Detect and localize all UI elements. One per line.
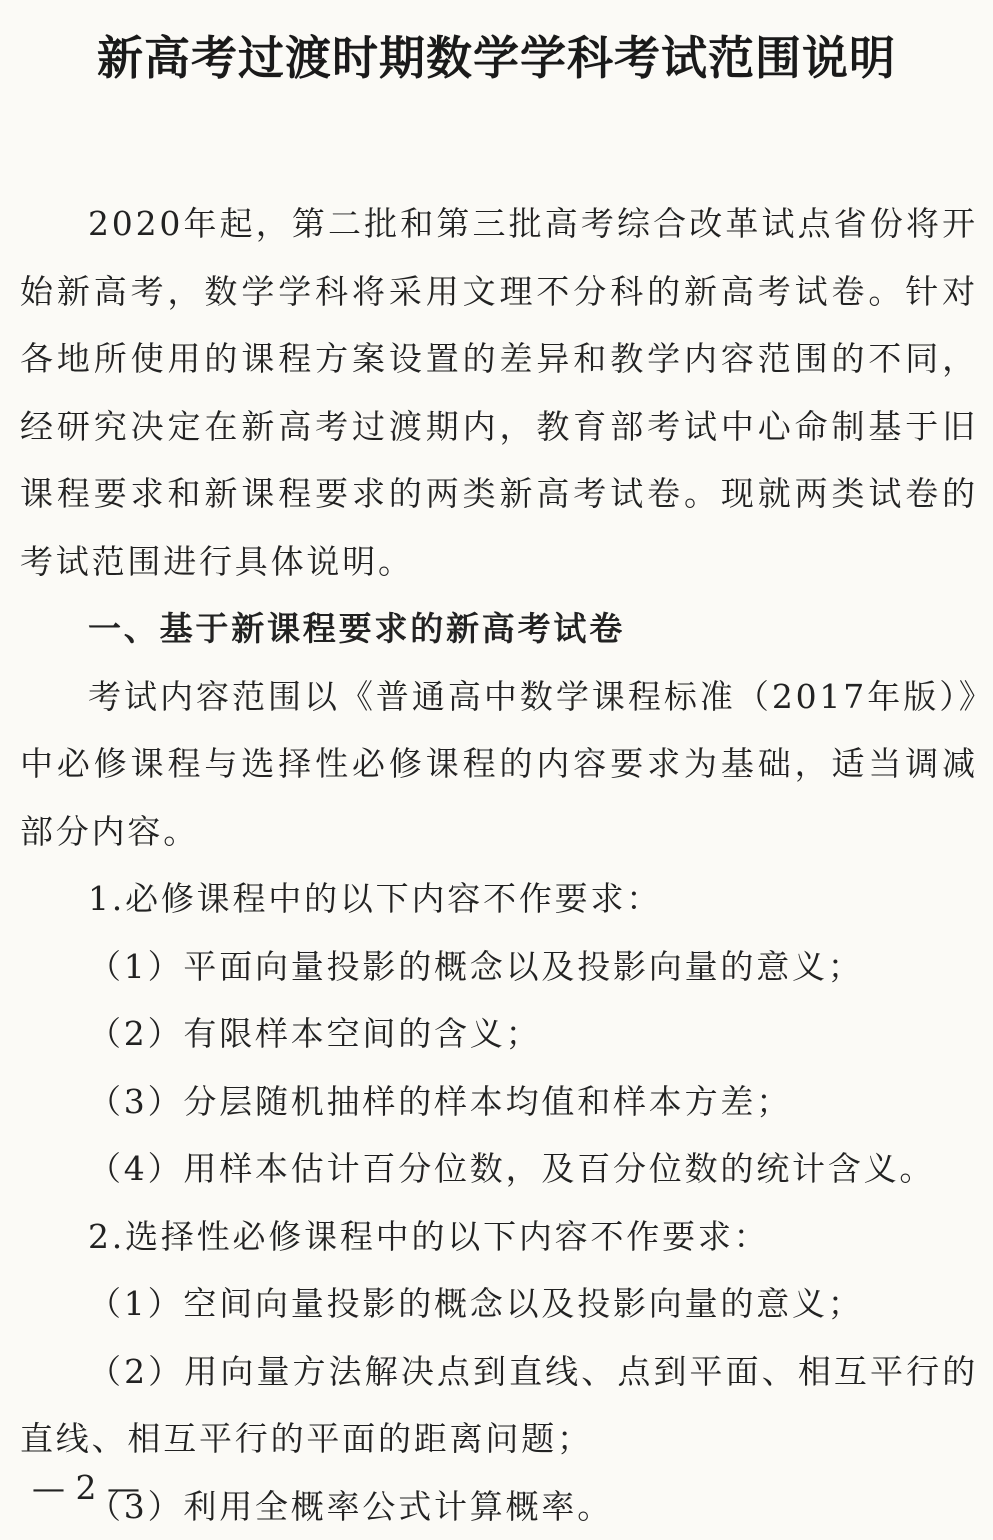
document-title: 新高考过渡时期数学学科考试范围说明 [0, 22, 993, 88]
part2-heading: 2.选择性必修课程中的以下内容不作要求： [20, 1203, 978, 1271]
part1-item: （1）平面向量投影的概念以及投影向量的意义； [20, 933, 978, 1001]
section-paragraph: 考试内容范围以《普通高中数学课程标准（2017年版）》中必修课程与选择性必修课程的内容要求为基础，适当调减部分内容。 [20, 663, 978, 866]
part2-item: （3）利用全概率公式计算概率。 [20, 1473, 978, 1540]
page-number: — 2 — [32, 1468, 140, 1507]
part1-item: （3）分层随机抽样的样本均值和样本方差； [20, 1068, 978, 1136]
document-body [20, 190, 978, 1540]
part1-item: （4）用样本估计百分位数，及百分位数的统计含义。 [20, 1135, 978, 1203]
intro-paragraph: 2020年起，第二批和第三批高考综合改革试点省份将开始新高考，数学学科将采用文理不分科的新高考试卷。针对各地所使用的课程方案设置的差异和教学内容范围的不同，经研究决定在新高考过渡期内，教育部考试中心命制基于旧课程要求和新课程要求的两类新高考试卷。现就两类试卷的考试范围进行具体说明。 [20, 190, 978, 595]
part1-heading: 1.必修课程中的以下内容不作要求： [20, 865, 978, 933]
part2-item: （1）空间向量投影的概念以及投影向量的意义； [20, 1270, 978, 1338]
part1-item: （2）有限样本空间的含义； [20, 1000, 978, 1068]
section-heading: 一、基于新课程要求的新高考试卷 [20, 595, 978, 663]
part2-item: （2）用向量方法解决点到直线、点到平面、相互平行的直线、相互平行的平面的距离问题； [20, 1338, 978, 1473]
